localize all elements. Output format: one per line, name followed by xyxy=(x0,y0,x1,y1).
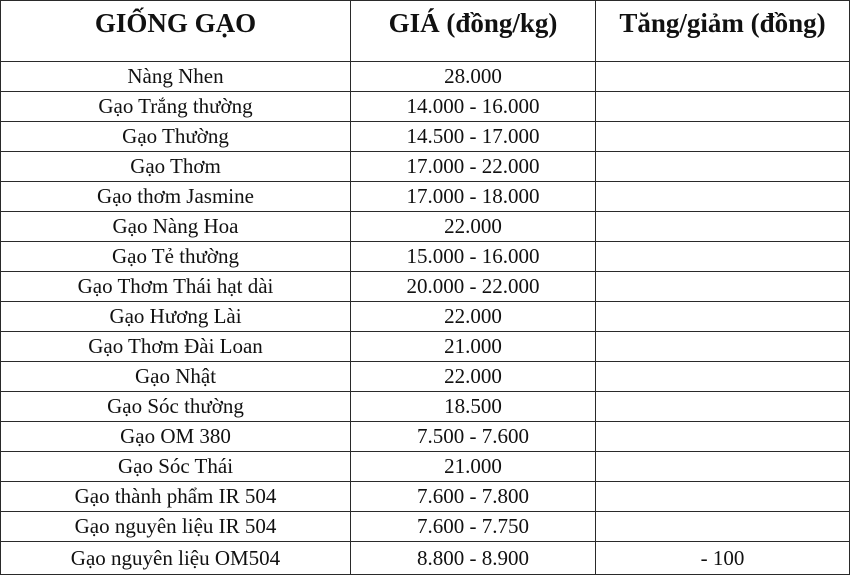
price-cell: 17.000 - 18.000 xyxy=(351,182,596,212)
change-cell xyxy=(596,452,850,482)
price-cell: 14.500 - 17.000 xyxy=(351,122,596,152)
table-row xyxy=(1,422,850,452)
change-cell xyxy=(596,182,850,212)
variety-cell: Gạo Thơm Đài Loan xyxy=(1,332,351,362)
change-cell xyxy=(596,362,850,392)
variety-cell: Gạo thành phẩm IR 504 xyxy=(1,482,351,512)
variety-cell: Gạo OM 380 xyxy=(1,422,351,452)
change-cell xyxy=(596,422,850,452)
variety-cell: Gạo Sóc thường xyxy=(1,392,351,422)
table-row xyxy=(1,482,850,512)
variety-cell: Gạo Hương Lài xyxy=(1,302,351,332)
price-cell: 21.000 xyxy=(351,332,596,362)
change-cell xyxy=(596,212,850,242)
variety-cell: Nàng Nhen xyxy=(1,62,351,92)
table-row xyxy=(1,62,850,92)
change-cell xyxy=(596,302,850,332)
price-cell: 7.600 - 7.800 xyxy=(351,482,596,512)
table-row xyxy=(1,92,850,122)
table-row xyxy=(1,242,850,272)
table-row xyxy=(1,542,850,575)
change-cell xyxy=(596,152,850,182)
change-cell xyxy=(596,122,850,152)
change-cell xyxy=(596,392,850,422)
header-price: GIÁ (đồng/kg) xyxy=(351,1,596,62)
change-cell: - 100 xyxy=(596,542,850,575)
price-cell: 7.600 - 7.750 xyxy=(351,512,596,542)
variety-cell: Gạo Thường xyxy=(1,122,351,152)
variety-cell: Gạo Sóc Thái xyxy=(1,452,351,482)
price-cell: 8.800 - 8.900 xyxy=(351,542,596,575)
table-row xyxy=(1,392,850,422)
variety-cell: Gạo Thơm Thái hạt dài xyxy=(1,272,351,302)
table-body xyxy=(1,62,850,575)
change-cell xyxy=(596,92,850,122)
table-row xyxy=(1,122,850,152)
table-row xyxy=(1,272,850,302)
price-cell: 22.000 xyxy=(351,362,596,392)
table-row xyxy=(1,332,850,362)
variety-cell: Gạo Tẻ thường xyxy=(1,242,351,272)
variety-cell: Gạo Trắng thường xyxy=(1,92,351,122)
price-cell: 15.000 - 16.000 xyxy=(351,242,596,272)
header-change: Tăng/giảm (đồng) xyxy=(596,1,850,62)
price-cell: 20.000 - 22.000 xyxy=(351,272,596,302)
variety-cell: Gạo nguyên liệu OM504 xyxy=(1,542,351,575)
variety-cell: Gạo nguyên liệu IR 504 xyxy=(1,512,351,542)
header-variety: GIỐNG GẠO xyxy=(1,1,351,62)
price-cell: 28.000 xyxy=(351,62,596,92)
table-row xyxy=(1,452,850,482)
change-cell xyxy=(596,272,850,302)
table-row xyxy=(1,512,850,542)
price-cell: 18.500 xyxy=(351,392,596,422)
header-row xyxy=(1,1,850,62)
variety-cell: Gạo thơm Jasmine xyxy=(1,182,351,212)
price-cell: 7.500 - 7.600 xyxy=(351,422,596,452)
price-cell: 14.000 - 16.000 xyxy=(351,92,596,122)
price-cell: 21.000 xyxy=(351,452,596,482)
variety-cell: Gạo Nàng Hoa xyxy=(1,212,351,242)
change-cell xyxy=(596,482,850,512)
price-cell: 22.000 xyxy=(351,212,596,242)
table-row xyxy=(1,362,850,392)
change-cell xyxy=(596,512,850,542)
table-row xyxy=(1,182,850,212)
table-header xyxy=(1,1,850,62)
variety-cell: Gạo Thơm xyxy=(1,152,351,182)
variety-cell: Gạo Nhật xyxy=(1,362,351,392)
change-cell xyxy=(596,332,850,362)
table-row xyxy=(1,302,850,332)
change-cell xyxy=(596,242,850,272)
table-row xyxy=(1,212,850,242)
price-cell: 22.000 xyxy=(351,302,596,332)
table-row xyxy=(1,152,850,182)
price-cell: 17.000 - 22.000 xyxy=(351,152,596,182)
change-cell xyxy=(596,62,850,92)
